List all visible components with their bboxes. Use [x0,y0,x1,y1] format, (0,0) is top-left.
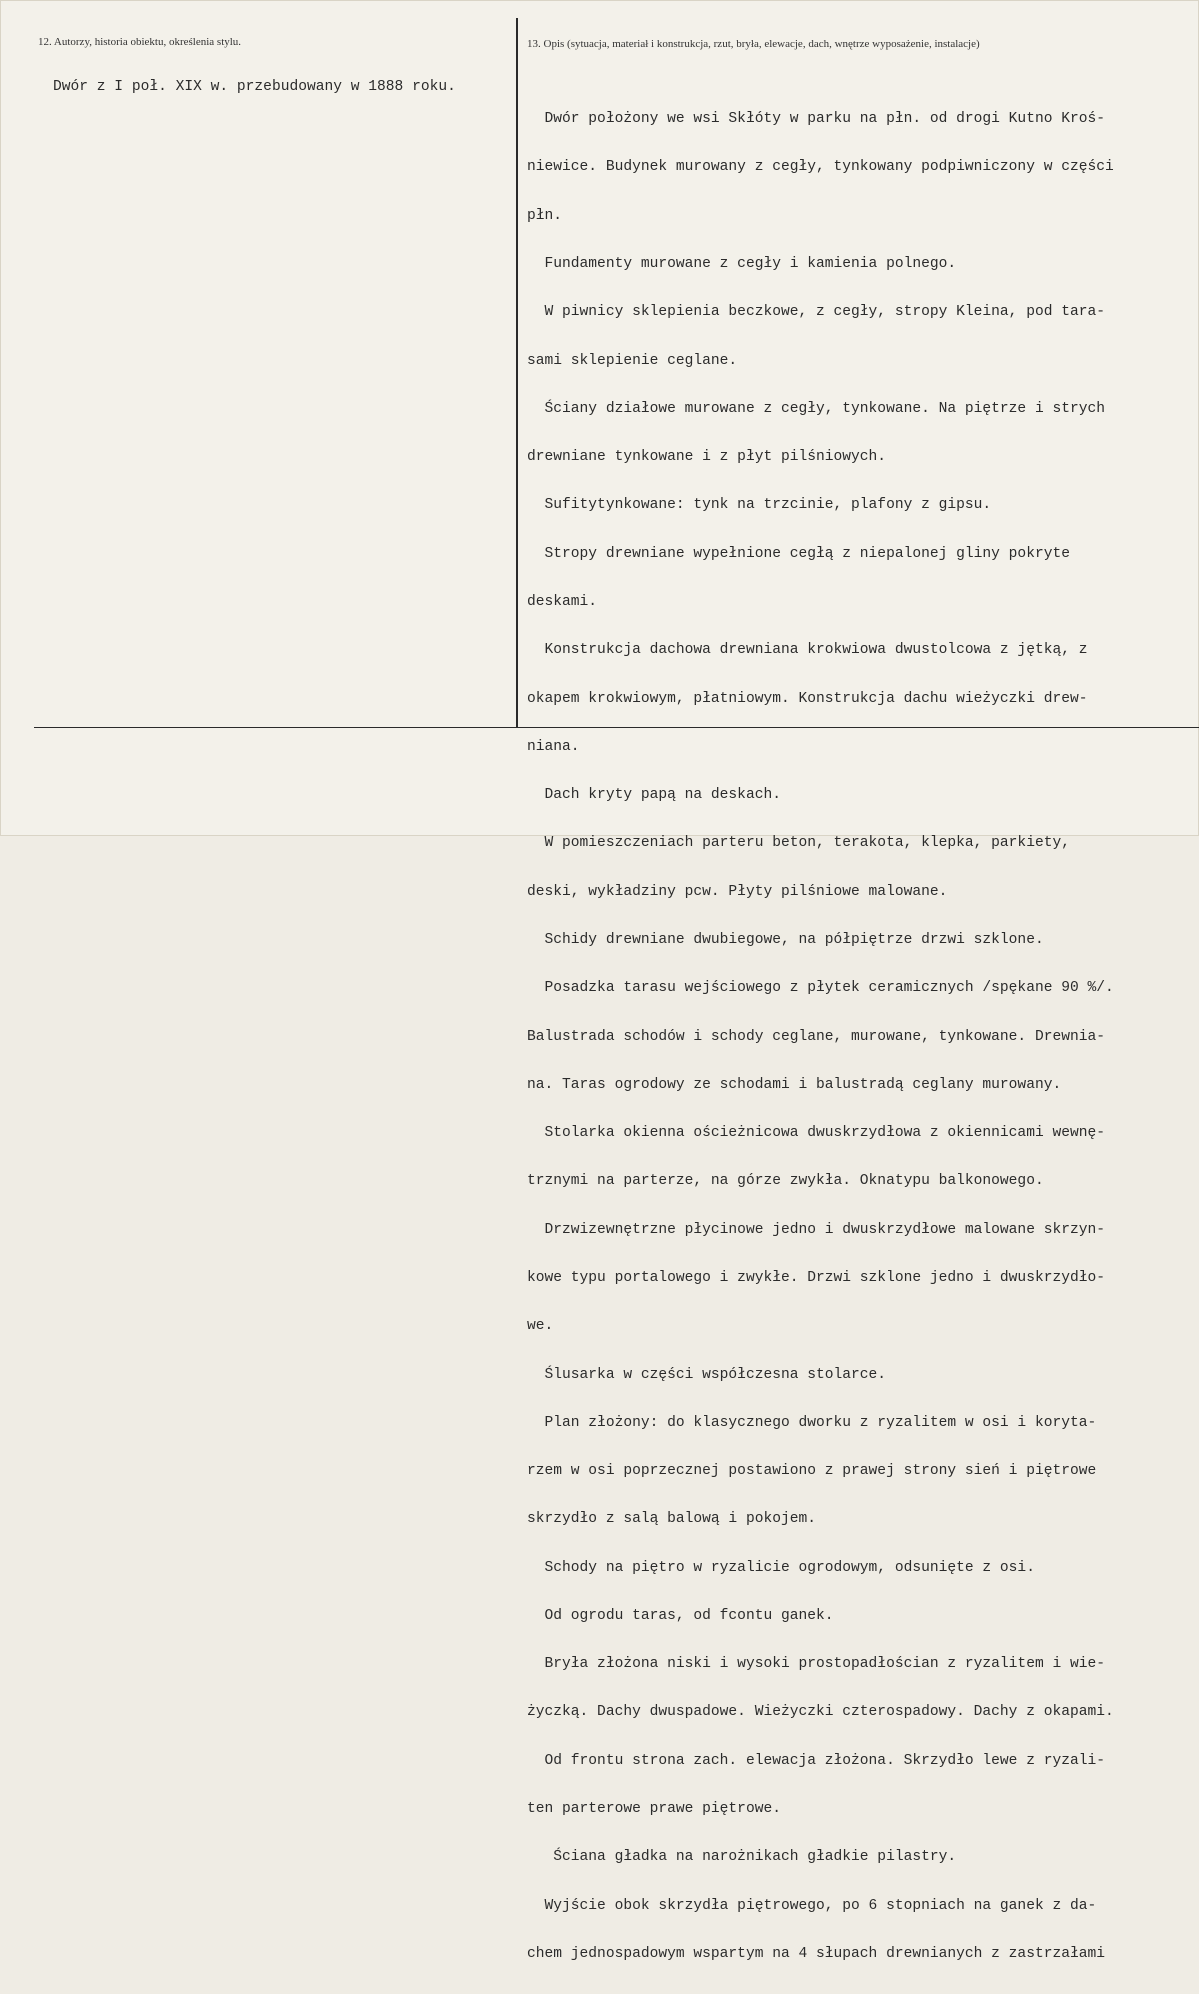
description-line: deski, wykładziny pcw. Płyty pilśniowe malowane. [527,883,948,900]
column-divider [516,18,518,728]
description-line: Sufitytynkowane: tynk na trzcinie, plafony z gipsu. [527,497,992,514]
description-line: Dach kryty papą na deskach. [527,787,781,804]
description-line: Stropy drewniane wypełnione cegłą z niepalonej gliny pokryte [527,545,1070,562]
field-12-text: Dwór z I poł. XIX w. przebudowany w 1888 roku. [53,79,456,95]
description-line: drewniane tynkowane i z płyt pilśniowych. [527,449,887,466]
description-line: Dwór położony we wsi Skłóty w parku na płn. od drogi Kutno Kroś- [527,111,1106,128]
description-line: niewice. Budynek murowany z cegły, tynkowany podpiwniczony w części [527,159,1114,176]
description-line: Fundamenty murowane z cegły i kamienia polnego. [527,256,957,273]
description-line: we. [527,1318,554,1335]
description-line: Od ogrodu taras, od fcontu ganek. [527,1607,834,1624]
description-line: Konstrukcja dachowa drewniana krokwiowa dwustolcowa z jętką, z [527,642,1088,659]
description-line: Balustrada schodów i schody ceglane, murowane, tynkowane. Drewnia- [527,1028,1106,1045]
description-line: kowe typu portalowego i zwykłe. Drzwi szklone jedno i dwuskrzydło- [527,1269,1106,1286]
description-line: W piwnicy sklepienia beczkowe, z cegły, stropy Kleina, pod tara- [527,304,1106,321]
description-line: chem jednospadowym wspartym na 4 słupach drewnianych z zastrzałami [527,1945,1106,1962]
description-line: deskami. [527,594,598,610]
description-line: Wyjście obok skrzydła piętrowego, po 6 stopniach na ganek z da- [527,1897,1097,1914]
description-line: Drzwizewnętrzne płycinowe jedno i dwuskrzydłowe malowane skrzyn- [527,1221,1106,1238]
description-line: na. Taras ogrodowy ze schodami i balustradą ceglany murowany. [527,1076,1062,1093]
description-line: płn. [527,207,563,224]
description-line: Schody na piętro w ryzalicie ogrodowym, odsunięte z osi. [527,1559,1035,1576]
description-line: życzką. Dachy dwuspadowe. Wieżyczki czterospadowy. Dachy z okapami. [527,1704,1114,1721]
description-line: Ściana gładka na narożnikach gładkie pilastry. [527,1849,957,1866]
description-line: Od frontu strona zach. elewacja złożona. Skrzydło lewe z ryzali- [527,1752,1106,1769]
field-13-heading: 13. Opis (sytuacja, materiał i konstrukcja, rzut, bryła, elewacje, dach, wnętrze wyposażenie, instalacje) [527,38,980,50]
description-line: Ściany działowe murowane z cegły, tynkowane. Na piętrze i strych [527,400,1106,417]
description-line: Posadzka tarasu wejściowego z płytek ceramicznych /spękane 90 %/. [527,980,1114,997]
description-line: rzem w osi poprzecznej postawiono z prawej strony sień i piętrowe [527,1463,1097,1480]
description-line: Ślusarka w części współczesna stolarce. [527,1366,887,1383]
field-13-text [527,79,1114,1994]
description-line: W pomieszczeniach parteru beton, terakota, klepka, parkiety, [527,835,1070,852]
description-line: okapem krokwiowym, płatniowym. Konstrukcja dachu wieżyczki drew- [527,690,1088,707]
description-line: Schidy drewniane dwubiegowe, na półpiętrze drzwi szklone. [527,931,1044,948]
description-line: Plan złożony: do klasycznego dworku z ryzalitem w osi i koryta- [527,1414,1097,1431]
description-line: niana. [527,738,580,755]
description-line: skrzydło z salą balową i pokojem. [527,1511,817,1528]
description-line: ten parterowe prawe piętrowe. [527,1801,781,1818]
description-line: sami sklepienie ceglane. [527,352,738,369]
description-line: trznymi na parterze, na górze zwykła. Oknatypu balkonowego. [527,1173,1044,1190]
field-12-heading: 12. Autorzy, historia obiektu, określenia stylu. [38,36,242,48]
description-line: Bryła złożona niski i wysoki prostopadłościan z ryzalitem i wie- [527,1656,1106,1673]
description-line: Stolarka okienna ościeżnicowa dwuskrzydłowa z okiennicami wewnę- [527,1125,1106,1142]
